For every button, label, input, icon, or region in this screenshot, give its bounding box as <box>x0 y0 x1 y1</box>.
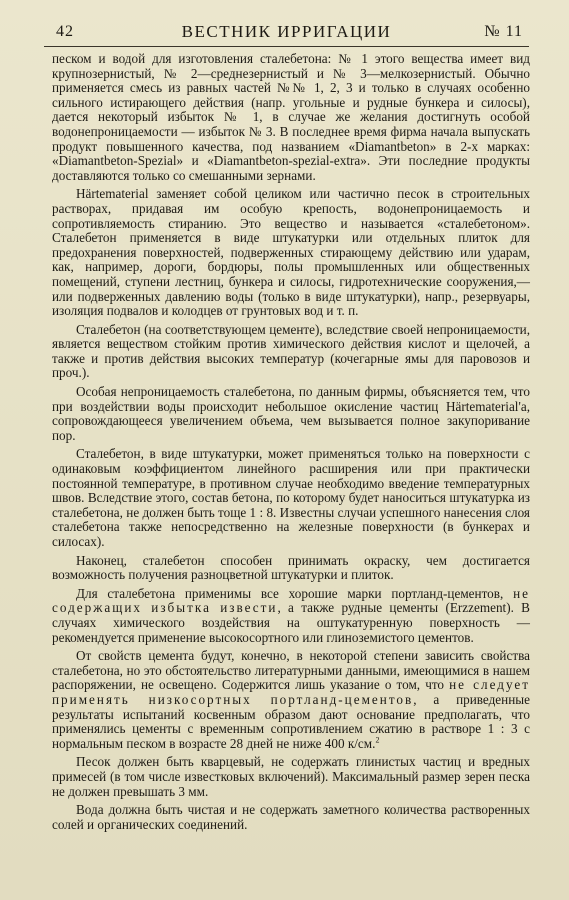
emphasized-text: не содержащих избытка извести <box>52 585 530 616</box>
paragraph-text: Для сталебетона применимы все хорошие марки портланд-цементов, <box>76 585 514 601</box>
journal-title: ВЕСТНИК ИРРИГАЦИИ <box>181 22 392 41</box>
paragraph-text: , а приведенные результаты испытаний косвенным образом дают основание предполагать, что применялись цементы с временным сопротивлением сжатию в растворе 1 : 3 с нормальным песком в возрасте 28 дней не ниже 400 к/см. <box>52 691 530 751</box>
emphasized-text: не следует применять низкосортных портланд-цементов <box>52 677 530 707</box>
article-body <box>52 52 530 836</box>
paragraph: Песок должен быть кварцевый, не содержать глинистых частиц и вредных примесей (в том числе известковых включений). Максимальный размер зерен песка не должен превышать 3 мм. <box>52 754 530 799</box>
paragraph-text: От свойств цемента будут, конечно, в некоторой степени зависить свойства сталебетона, но это обстоятельство литературными данными, имеющимися в нашем распоряжении, не освещено. Содержится лишь указание о том, что <box>52 648 530 693</box>
paragraph: Сталебетон, в виде штукатурки, может применяться только на поверхности с одинаковым коэффициентом линейного расширения или при практически постоянной температуре, в противном случае необходимо введение температурных швов. Вследствие этого, состав бетона, по которому будет наноситься штукатурка из сталебетона, не должен быть тоще 1 : 8. Известны случаи успешного нанесения слоя сталебетона также непосредственно на железные поверхности (в бункерах и силосах). <box>52 446 530 549</box>
paragraph: Härtematerial заменяет собой целиком или частично песок в строительных растворах, придавая им особую крепость, водонепроницаемость и сопротивляемость стиранию. Это вещество и называется «сталебетоном». Сталебетон применяется в виде штукатурки или отдельных плиток для предохранения поверхностей, подверженных стирающему действию или ударам, как, например, дороги, бордюры, полы промышленных или общественных помещений, ступени лестниц, бункера и силосы, гидротехнические сооружения,—или подверженных давлению воды (только в виде штукатурки), напр., резервуары, изоляция подвалов и колодцев от грунтовых вод и т. п. <box>52 186 530 319</box>
superscript: 2 <box>375 735 380 745</box>
paragraph: Особая непроницаемость сталебетона, по данным фирмы, объясняется тем, что при воздействии воды происходит небольшое окисление частиц Härtematerial'a, сопровождающееся увеличением объема, чем вызывается полное закупоривание пор. <box>52 384 530 443</box>
paragraph: Вода должна быть чистая и не содержать заметного количества растворенных солей и органических соединений. <box>52 802 530 832</box>
page-header <box>44 22 529 46</box>
paragraph-text: , а также рудные цементы (Erzzement). В случаях химического воздействия на оштукатуренную поверхность — рекомендуется применение высокосортного или глиноземистого цементов. <box>52 600 530 645</box>
paragraph <box>52 649 530 751</box>
paragraph: Наконец, сталебетон способен принимать окраску, чем достигается возможность получения разноцветной штукатурки и плиток. <box>52 552 530 583</box>
paragraph <box>52 587 530 645</box>
issue-number: № 11 <box>484 23 523 40</box>
paragraph: песком и водой для изготовления сталебетона: № 1 этого вещества имеет вид крупнозернистый, № 2—среднезернистый и № 3—мелкозернистый. Обычно применяется смесь из равных частей №№ 1, 2, 3 и только в случаях особенно сильного истирающего действия (напр. угольные и рудные бункера и силосы), дается некоторый избыток № 1, в случае же желания достигнуть особой водонепроницаемости — избыток № 3. В последнее время фирма начала выпускать продукт повышенного качества, под названием «Diamantbeton» в 2-х марках: «Diamantbeton-Spezial» и «Diamantbeton-spezial-extra». Эти последние продукты доставляются только со смешанными зернами. <box>52 51 530 183</box>
header-rule <box>44 46 529 47</box>
paragraph: Сталебетон (на соответствующем цементе), вследствие своей непроницаемости, является веществом стойким против химического действия кислот и щелочей, а также и против действия высоких температур (кочегарные ямы для паровозов и проч.). <box>52 321 530 381</box>
page-number: 42 <box>56 23 74 40</box>
